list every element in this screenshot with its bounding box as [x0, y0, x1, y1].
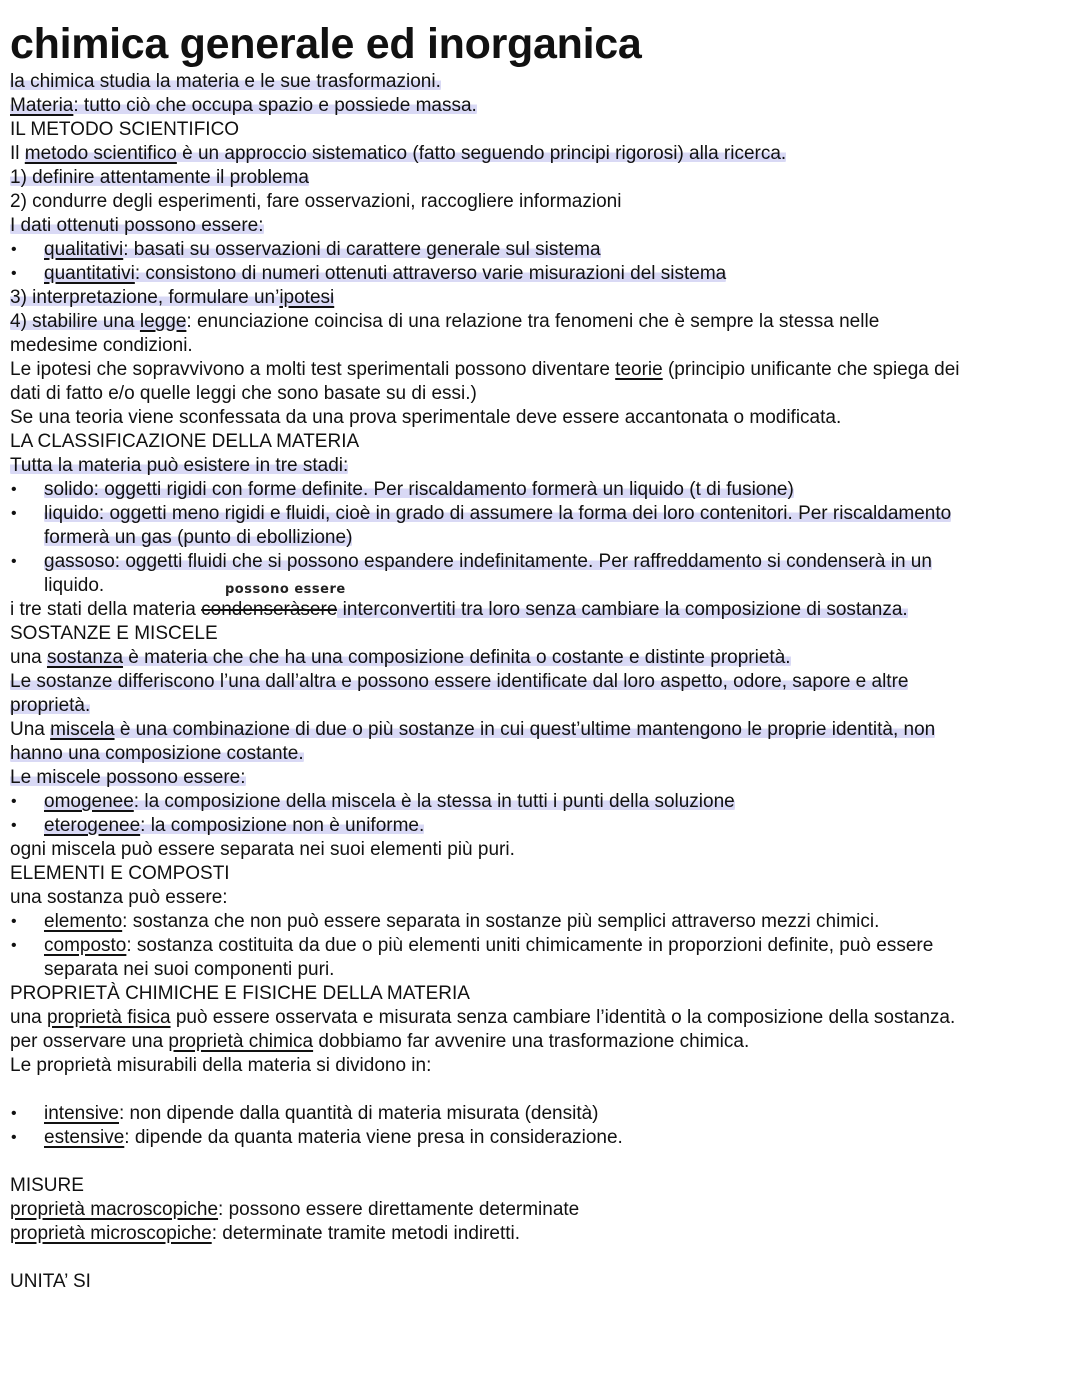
list-item-liquido: liquido: oggetti meno rigidi e fluidi, cioè in grado di assumere la forma dei loro contenitori. Per riscaldamento [44, 503, 952, 524]
materia-definition: Materia: tutto ciò che occupa spazio e possiede massa. [10, 95, 477, 116]
page-title: chimica generale ed inorganica [10, 20, 642, 68]
proprieta-misurabili: Le proprietà misurabili della materia si dividono in: [10, 1055, 432, 1076]
list-item-gassoso: gassoso: oggetti fluidi che si possono espandere indefinitamente. Per raffreddamento si condenserà in un [44, 551, 932, 572]
heading-misure: MISURE [10, 1175, 84, 1196]
bullet: • [11, 937, 17, 954]
list-item-solido: solido: oggetti rigidi con forme definite. Per riscaldamento formerà un liquido (t di fusione) [44, 479, 794, 500]
bullet: • [11, 817, 17, 834]
step-4-cont: medesime condizioni. [10, 335, 193, 356]
sostanze-diff: Le sostanze differiscono l’una dall’altra e possono essere identificate dal loro aspetto, odore, sapore e altre [10, 671, 909, 692]
handwritten-note: possono essere [225, 582, 346, 597]
sostanza-puo: una sostanza può essere: [10, 887, 228, 908]
heading-metodo: IL METODO SCIENTIFICO [10, 119, 240, 140]
heading-unita-si: UNITA’ SI [10, 1271, 91, 1292]
teoria-line: Se una teoria viene sconfessata da una prova sperimentale deve essere accantonata o modificata. [10, 407, 842, 428]
metodo-definition: Il metodo scientifico è un approccio sistematico (fatto seguendo principi rigorosi) alla ricerca. [10, 143, 787, 164]
dati-line: I dati ottenuti possono essere: [10, 215, 264, 236]
bullet: • [11, 505, 17, 522]
bullet: • [11, 793, 17, 810]
bullet: • [11, 1129, 17, 1146]
proprieta-chimica: per osservare una proprietà chimica dobbiamo far avvenire una trasformazione chimica. [10, 1031, 750, 1052]
ipotesi-line: Le ipotesi che sopravvivono a molti test sperimentali possono diventare teorie (principio unificante che spiega dei [10, 359, 960, 380]
list-item-gassoso-cont: liquido. [44, 575, 105, 596]
bullet: • [11, 553, 17, 570]
proprieta-fisica: una proprietà fisica può essere osservata e misurata senza cambiare l’identità o la composizione della sostanza. [10, 1007, 956, 1028]
list-item-intensive: intensive: non dipende dalla quantità di materia misurata (densità) [44, 1103, 599, 1124]
step-3: 3) interpretazione, formulare un’ipotesi [10, 287, 335, 308]
ipotesi-line-cont: dati di fatto e/o quelle leggi che sono basate su di essi.) [10, 383, 477, 404]
bullet: • [11, 913, 17, 930]
intro-line: la chimica studia la materia e le sue trasformazioni. [10, 71, 441, 92]
bullet: • [11, 1105, 17, 1122]
list-item-eterogenee: eterogenee: la composizione non è uniforme. [44, 815, 425, 836]
miscela-definition-cont: hanno una composizione costante. [10, 743, 304, 764]
heading-sostanze: SOSTANZE E MISCELE [10, 623, 218, 644]
sostanza-definition: una sostanza è materia che che ha una composizione definita o costante e distinte proprietà. [10, 647, 791, 668]
list-item-liquido-cont: formerà un gas (punto di ebollizione) [44, 527, 353, 548]
sostanze-diff-cont: proprietà. [10, 695, 91, 716]
list-item-composto: composto: sostanza costituita da due o più elementi uniti chimicamente in proporzioni definite, può essere [44, 935, 934, 956]
list-item-composto-cont: separata nei suoi componenti puri. [44, 959, 335, 980]
tre-stati-line: i tre stati della materia condenseràsere interconvertiti tra loro senza cambiare la composizione di sostanza. [10, 599, 908, 620]
bullet: • [11, 241, 17, 258]
list-item-elemento: elemento: sostanza che non può essere separata in sostanze più semplici attraverso mezzi chimici. [44, 911, 880, 932]
list-item-qualitativi: qualitativi: basati su osservazioni di carattere generale sul sistema [44, 239, 601, 260]
list-item-estensive: estensive: dipende da quanta materia viene presa in considerazione. [44, 1127, 623, 1148]
heading-elementi: ELEMENTI E COMPOSTI [10, 863, 230, 884]
miscele-line: Le miscele possono essere: [10, 767, 246, 788]
miscela-definition: Una miscela è una combinazione di due o più sostanze in cui quest’ultime mantengono le proprie identità, non [10, 719, 936, 740]
list-item-quantitativi: quantitativi: consistono di numeri ottenuti attraverso varie misurazioni del sistema [44, 263, 727, 284]
miscela-separata: ogni miscela può essere separata nei suoi elementi più puri. [10, 839, 515, 860]
bullet: • [11, 481, 17, 498]
proprieta-microscopiche: proprietà microscopiche: determinate tramite metodi indiretti. [10, 1223, 521, 1244]
stati-line: Tutta la materia può esistere in tre stadi: [10, 455, 349, 476]
bullet: • [11, 265, 17, 282]
step-1: 1) definire attentamente il problema [10, 167, 309, 188]
list-item-omogenee: omogenee: la composizione della miscela è la stessa in tutti i punti della soluzione [44, 791, 735, 812]
proprieta-macroscopiche: proprietà macroscopiche: possono essere direttamente determinate [10, 1199, 580, 1220]
step-4: 4) stabilire una legge: enunciazione coincisa di una relazione tra fenomeni che è sempre la stessa nelle [10, 311, 880, 332]
step-2: 2) condurre degli esperimenti, fare osservazioni, raccogliere informazioni [10, 191, 622, 212]
heading-classificazione: LA CLASSIFICAZIONE DELLA MATERIA [10, 431, 360, 452]
heading-proprieta: PROPRIETÀ CHIMICHE E FISICHE DELLA MATERIA [10, 983, 470, 1004]
